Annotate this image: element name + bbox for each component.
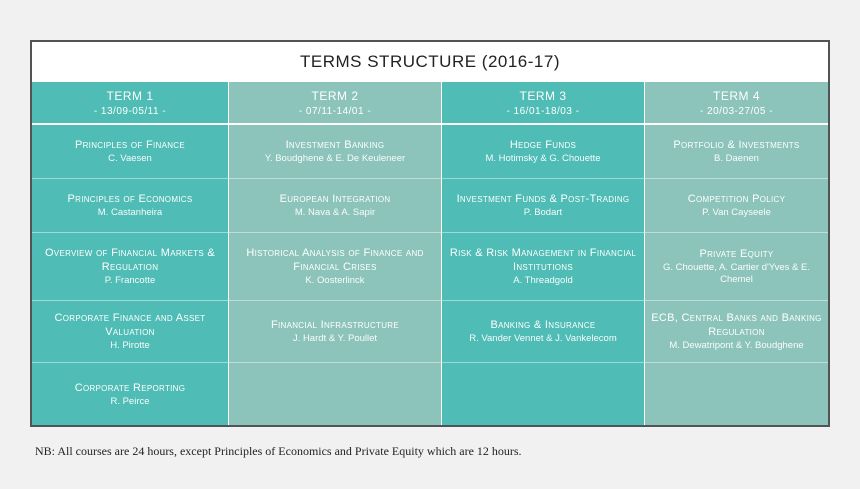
course-name: Corporate Reporting (74, 381, 186, 394)
term-label: TERM 1 (106, 88, 154, 103)
term-dates: - 16/01-18/03 - (506, 105, 580, 117)
course-professor: B. Daenen (714, 153, 759, 164)
course-professor: M. Castanheira (97, 207, 163, 218)
empty-cell (229, 363, 442, 425)
term-dates: - 20/03-27/05 - (699, 105, 774, 117)
course-name: Historical Analysis of Finance and Financial Crises (246, 247, 424, 273)
course-professor: R. Peirce (110, 395, 150, 407)
term-dates: - 13/09-05/11 - (93, 105, 167, 117)
course-cell (229, 179, 442, 233)
course-professor: Y. Boudghene & E. De Keuleneer (264, 153, 406, 164)
term-label: TERM 3 (519, 88, 567, 103)
course-cell (442, 233, 645, 301)
course-cell (32, 363, 229, 425)
course-cell (442, 179, 645, 233)
course-cell (32, 233, 229, 301)
course-cell (32, 301, 229, 363)
course-cell (645, 233, 828, 301)
term-header-2 (229, 82, 442, 125)
term-header-4 (645, 82, 828, 125)
terms-grid (32, 82, 828, 425)
course-name: Corporate Finance and Asset Valuation (54, 312, 206, 338)
course-professor: K. Oosterlinck (305, 275, 365, 286)
course-name: Private Equity (699, 248, 774, 260)
course-name: Financial Infrastructure (270, 319, 400, 331)
course-professor: R. Vander Vennet & J. Vankelecom (469, 333, 617, 344)
term-label: TERM 2 (311, 88, 359, 103)
course-name: Risk & Risk Management in Financial Institutions (449, 247, 637, 273)
course-name: ECB, Central Banks and Banking Regulation (651, 312, 822, 338)
term-label: TERM 4 (712, 88, 760, 103)
course-professor: H. Pirotte (110, 340, 150, 351)
course-professor: C. Vaesen (108, 153, 152, 164)
course-name: Principles of Economics (67, 193, 193, 205)
course-name: Principles of Finance (74, 139, 186, 151)
course-professor: P. Francotte (104, 275, 156, 286)
course-professor: J. Hardt & Y. Poullet (292, 333, 378, 344)
course-cell (645, 179, 828, 233)
terms-table (30, 40, 830, 427)
course-professor: M. Hotimsky & G. Chouette (485, 153, 601, 164)
term-header-1 (32, 82, 229, 125)
course-name: Hedge Funds (509, 139, 577, 151)
course-professor: M. Nava & A. Sapir (294, 207, 376, 218)
course-cell (229, 233, 442, 301)
course-professor: M. Dewatripont & Y. Boudghene (669, 340, 804, 351)
course-name: European Integration (279, 193, 391, 205)
course-name: Portfolio & Investments (673, 139, 800, 151)
course-cell (229, 301, 442, 363)
course-cell (442, 301, 645, 363)
course-name: Investment Banking (285, 139, 385, 151)
course-cell (442, 125, 645, 179)
course-name: Overview of Financial Markets & Regulation (44, 247, 216, 273)
course-name: Investment Funds & Post-Trading (456, 193, 630, 205)
course-name: Banking & Insurance (490, 319, 596, 331)
course-professor: P. Bodart (523, 207, 563, 218)
course-professor: G. Chouette, A. Cartier d'Yves & E. Chemel (662, 262, 811, 285)
footnote: NB: All courses are 24 hours, except Principles of Economics and Private Equity which are 12 hours. (35, 444, 522, 458)
term-dates: - 07/11-14/01 - (298, 105, 372, 117)
course-cell (229, 125, 442, 179)
term-header-3 (442, 82, 645, 125)
course-professor: P. Van Cayseele (702, 207, 771, 218)
course-professor: A. Threadgold (513, 275, 573, 286)
course-cell (645, 301, 828, 363)
empty-cell (645, 363, 828, 425)
course-cell (645, 125, 828, 179)
empty-cell (442, 363, 645, 425)
course-cell (32, 179, 229, 233)
course-name: Competition Policy (687, 193, 786, 205)
course-cell (32, 125, 229, 179)
table-title: TERMS STRUCTURE (2016-17) (32, 42, 828, 82)
